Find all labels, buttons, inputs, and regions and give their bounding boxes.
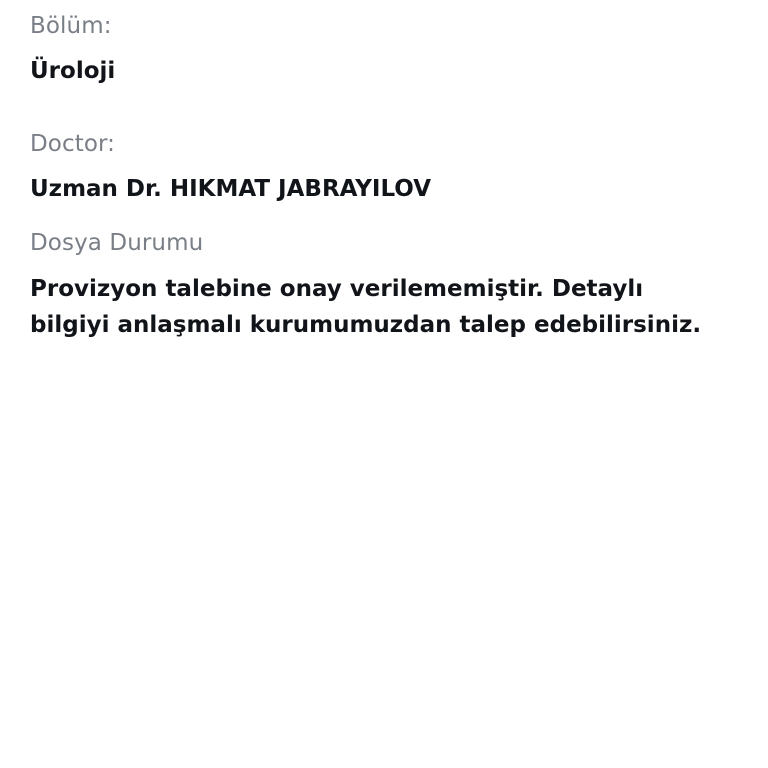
doctor-label: Doctor:	[30, 131, 116, 157]
department-label: Bölüm:	[30, 13, 112, 39]
department-value: Üroloji	[30, 58, 116, 84]
file-status-label: Dosya Durumu	[30, 230, 204, 256]
file-status-value: Provizyon talebine onay verilememiştir. Detaylı bilgiyi anlaşmalı kurumumuzdan talep edebilirsiniz.	[30, 276, 702, 338]
doctor-value: Uzman Dr. HIKMAT JABRAYILOV	[30, 176, 432, 202]
